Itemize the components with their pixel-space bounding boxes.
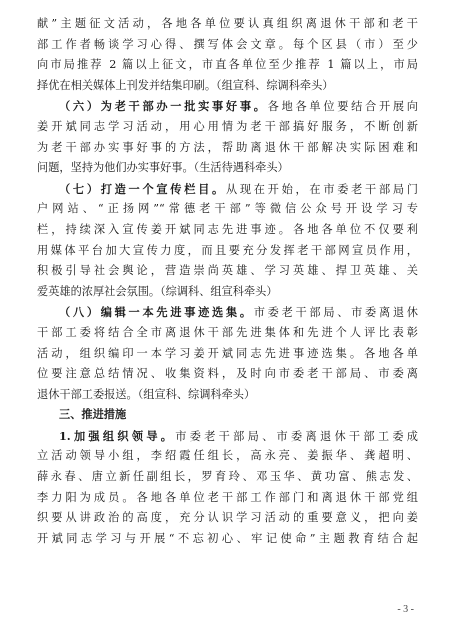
text-line: 位要注意总结情况、收集资料，及时向市委老干部局、市委离 bbox=[37, 367, 418, 381]
text-line: 开斌同志学习与开展“不忘初心、牢记使命”主题教育结合起 bbox=[37, 531, 418, 545]
text-line: 退休干部工委报送。（组宣科、综调科牵头） bbox=[37, 387, 256, 401]
text-line: 积极引导社会舆论，营造崇尚英雄、学习英雄、捍卫英雄、关 bbox=[37, 264, 418, 278]
text-line: 薛永春、唐立新任副组长，罗育玲、邓玉华、黄功富、熊志发、 bbox=[37, 470, 418, 484]
text-line: 为老干部办实事好事的方法，帮助离退休干部解决实际困难和 bbox=[37, 140, 418, 154]
text-line: 织要从讲政治的高度，充分认识学习活动的重要意义，把向姜 bbox=[37, 511, 418, 525]
text-line: 用媒体平台加大宣传力度，而且要充分发挥老干部网宣员作用， bbox=[37, 243, 418, 257]
text-line: 姜开斌同志学习活动，用心用情为老干部搞好服务，不断创新 bbox=[37, 119, 418, 133]
page-number: - 3 - bbox=[397, 604, 414, 615]
item-1-first-line bbox=[37, 426, 418, 447]
document-body bbox=[37, 14, 418, 549]
text-line: 户网站、“正扬网”“常德老干部”等微信公众号开设学习专 bbox=[37, 202, 418, 216]
text-line: 栏，持续深入宣传姜开斌同志先进事迹。各地各单位不仅要利 bbox=[37, 222, 418, 236]
section-heading-measures: 三、推进措施 bbox=[59, 408, 127, 422]
text-line: 问题，坚持为他们办实事好事。（生活待遇科牵头） bbox=[37, 161, 289, 175]
text-line: 部工作者畅谈学习心得、撰写体会文章。每个区县（市）至少 bbox=[37, 37, 418, 51]
section-7-text: 从现在开始，在市委老干部局门 bbox=[225, 182, 418, 196]
item-1-text: 市委老干部局、市委离退休干部工委成 bbox=[175, 429, 418, 443]
text-line: 爱英雄的浓厚社会氛围。（综调科、组宣科牵头） bbox=[37, 284, 278, 298]
text-line: 李力阳为成员。各地各单位老干部工作部门和离退休干部党组 bbox=[37, 490, 418, 504]
text-line: 献”主题征文活动，各地各单位要认真组织离退休干部和老干 bbox=[37, 17, 418, 30]
section-6-first-line bbox=[37, 96, 418, 117]
section-8-first-line bbox=[37, 302, 418, 323]
item-1-title: 1.加强组织领导。 bbox=[59, 428, 176, 443]
section-8-title: （八）编辑一本先进事迹选集。 bbox=[59, 305, 254, 320]
text-line: 向市局推荐 2 篇以上征文，市直各单位至少推荐 1 篇以上，市局 bbox=[37, 58, 418, 72]
section-7-title: （七）打造一个宣传栏目。 bbox=[59, 181, 226, 196]
section-6-title: （六）为老干部办一批实事好事。 bbox=[59, 99, 268, 114]
text-line: 立活动领导小组，李绍霞任组长，高永亮、姜振华、龚超明、 bbox=[37, 449, 418, 463]
text-line: 活动，组织编印一本学习姜开斌同志先进事迹选集。各地各单 bbox=[37, 346, 418, 360]
section-8-text: 市委老干部局、市委离退休 bbox=[253, 306, 418, 320]
section-7-first-line bbox=[37, 179, 418, 200]
section-6-text: 各地各单位要结合开展向 bbox=[267, 100, 418, 114]
text-line: 择优在相关媒体上刊发并结集印刷。（组宣科、综调科牵头） bbox=[37, 78, 334, 92]
text-line: 干部工委将结合全市离退休干部先进集体和先进个人评比表彰 bbox=[37, 325, 418, 339]
